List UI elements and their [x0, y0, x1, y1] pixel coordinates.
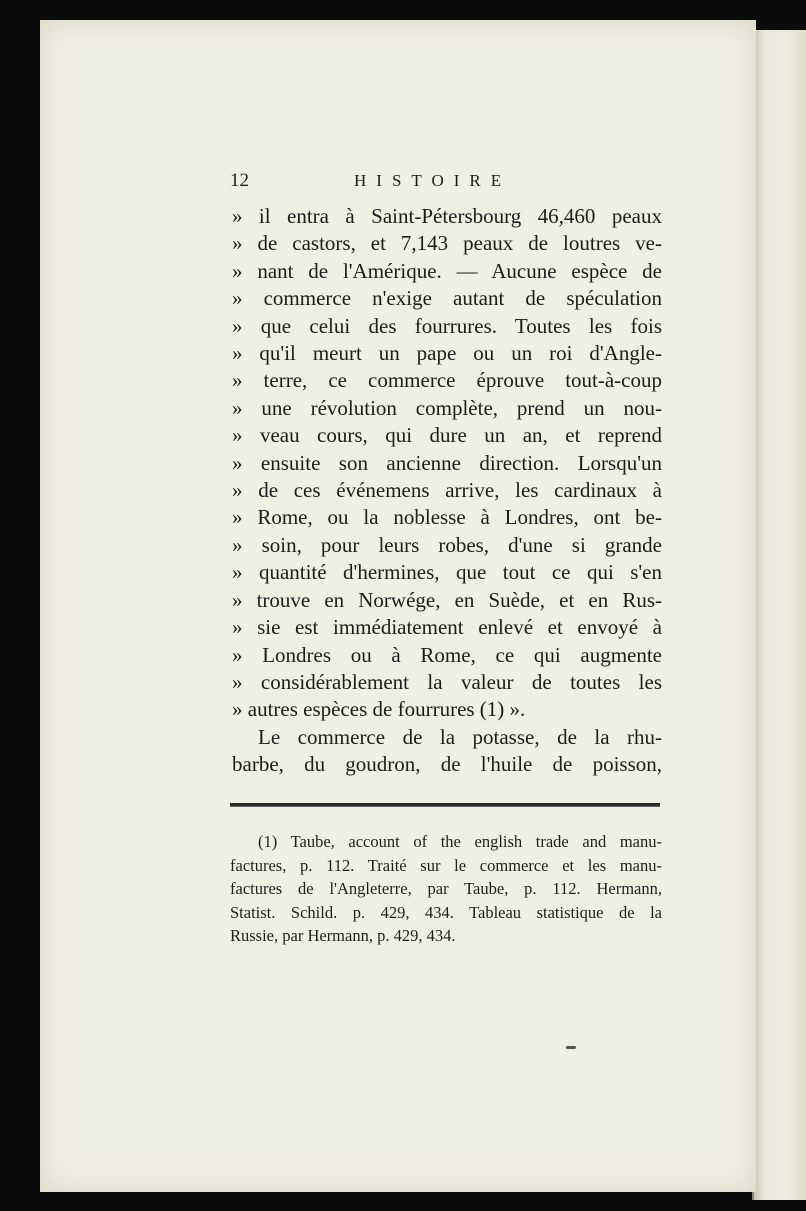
adjacent-page-edge: [752, 30, 806, 1200]
footnote-line: factures, p. 112. Traité sur le commerce et les manu-: [230, 855, 662, 875]
footnote-line: Russie, par Hermann, p. 429, 434.: [230, 926, 456, 945]
body-line: » une révolution complète, prend un nou-: [232, 395, 662, 420]
body-line: » terre, ce commerce éprouve tout-à-coup: [232, 368, 662, 393]
body-line: » ensuite son ancienne direction. Lorsqu'un: [232, 450, 662, 475]
body-line: » veau cours, qui dure un an, et reprend: [232, 423, 662, 448]
body-line: » que celui des fourrures. Toutes les fois: [232, 313, 662, 338]
body-text: [232, 203, 662, 779]
body-line: » qu'il meurt un pape ou un roi d'Angle-: [232, 341, 662, 366]
body-line: » autres espèces de fourrures (1) ».: [232, 697, 526, 722]
body-line: » commerce n'exige autant de spéculation: [232, 286, 662, 311]
body-line: » quantité d'hermines, que tout ce qui s'en: [232, 560, 662, 585]
body-line: » soin, pour leurs robes, d'une si grande: [232, 532, 662, 557]
body-line: » de castors, et 7,143 peaux de loutres ve-: [232, 231, 662, 256]
body-line: » considérablement la valeur de toutes les: [232, 669, 662, 694]
footnote-rule: [230, 803, 660, 807]
footnote-line: (1) Taube, account of the english trade and manu-: [258, 832, 662, 851]
body-line: » trouve en Norwége, en Suède, et en Rus-: [232, 587, 662, 612]
paragraph-start-line: Le commerce de la potasse, de la rhu-: [258, 724, 662, 749]
body-line: barbe, du goudron, de l'huile de poisson,: [232, 752, 662, 777]
footnote: [230, 830, 662, 948]
page-header: [230, 170, 660, 194]
page-number: 12: [230, 170, 249, 191]
body-line: » sie est immédiatement enlevé et envoyé à: [232, 615, 662, 640]
body-line: » il entra à Saint-Pétersbourg 46,460 peaux: [232, 204, 662, 228]
ink-speck: [566, 1046, 576, 1049]
running-title: HISTOIRE: [354, 171, 512, 190]
body-line: » nant de l'Amérique. — Aucune espèce de: [232, 258, 662, 283]
footnote-line: factures de l'Angleterre, par Taube, p. 112. Hermann,: [230, 879, 662, 898]
body-line: » de ces événemens arrive, les cardinaux à: [232, 478, 662, 503]
body-line: » Rome, ou la noblesse à Londres, ont be-: [232, 505, 662, 530]
body-line: » Londres ou à Rome, ce qui augmente: [232, 642, 662, 667]
footnote-line: Statist. Schild. p. 429, 434. Tableau statistique de la: [230, 902, 662, 922]
